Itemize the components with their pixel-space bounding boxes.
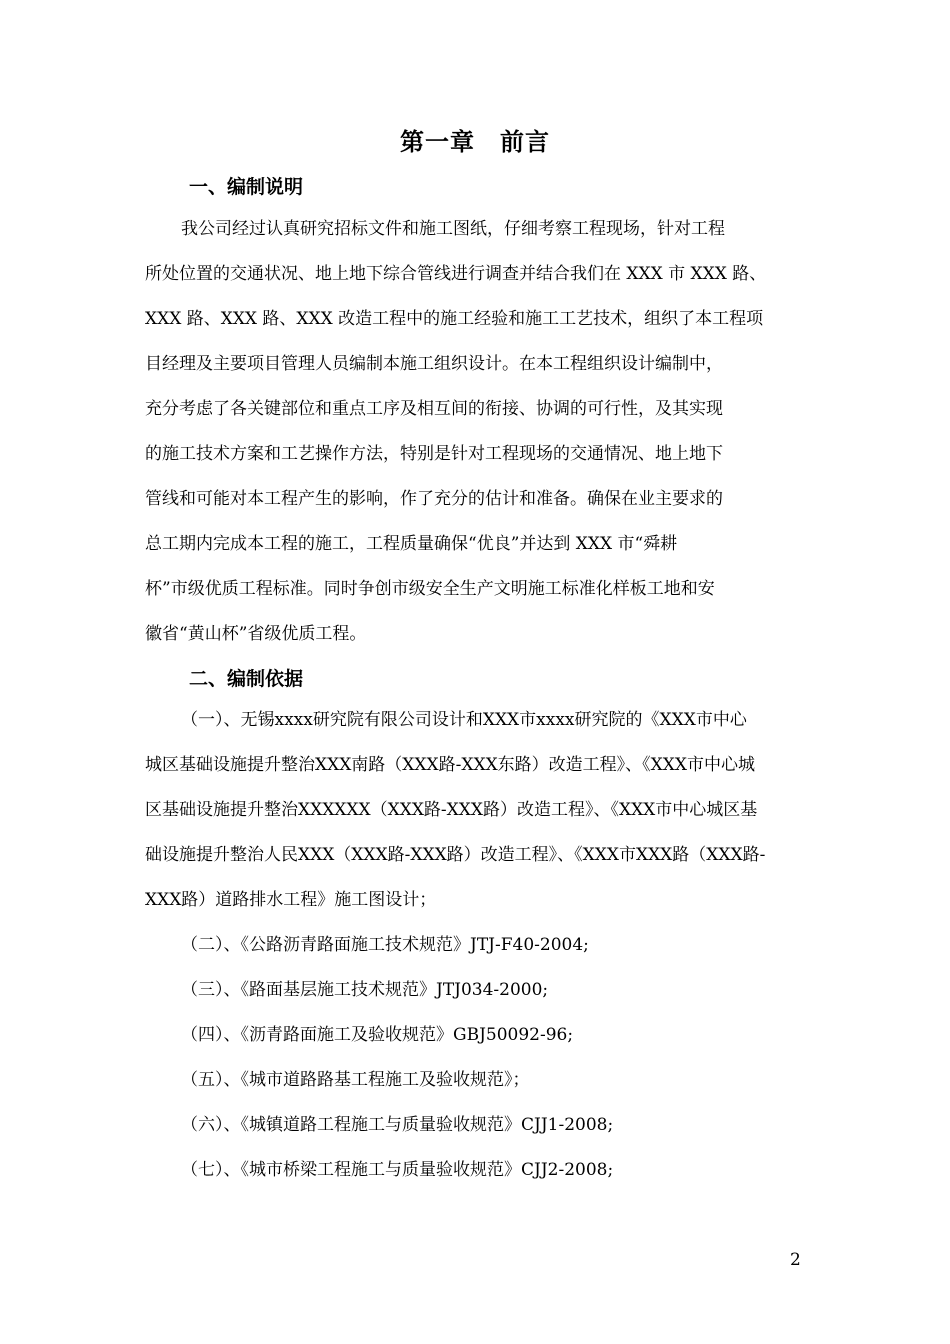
page-number: 2 [790, 1250, 801, 1270]
paragraph-line: 徽省“黄山杯”省级优质工程。 [145, 624, 367, 644]
reference-item: （五）、《城市道路路基工程施工及验收规范》； [181, 1070, 530, 1090]
paragraph-line: XXX 路、XXX 路、XXX 改造工程中的施工经验和施工工艺技术，组织了本工程项 [145, 309, 764, 329]
reference-item: （六）、《城镇道路工程施工与质量验收规范》CJJ1-2008; [181, 1115, 614, 1135]
paragraph-line: 杯”市级优质工程标准。同时争创市级安全生产文明施工标准化样板工地和安 [145, 579, 715, 599]
section-heading-compilation-basis: 二、编制依据 [189, 668, 304, 690]
paragraph-line: （一）、无锡xxxx研究院有限公司设计和XXX市xxxx研究院的《XXX市中心 [181, 710, 747, 730]
section-heading-compilation-notes: 一、编制说明 [189, 176, 304, 198]
paragraph-line: 管线和可能对本工程产生的影响，作了充分的估计和准备。确保在业主要求的 [145, 489, 723, 509]
paragraph-line: 我公司经过认真研究招标文件和施工图纸，仔细考察工程现场，针对工程 [181, 219, 725, 239]
chapter-title: 第一章 前言 [400, 128, 550, 156]
paragraph-line: 充分考虑了各关键部位和重点工序及相互间的衔接、协调的可行性，及其实现 [145, 399, 723, 419]
paragraph-line: 所处位置的交通状况、地上地下综合管线进行调查并结合我们在 XXX 市 XXX 路、 [145, 264, 767, 284]
paragraph-line: 目经理及主要项目管理人员编制本施工组织设计。在本工程组织设计编制中， [145, 354, 723, 374]
paragraph-line: 区基础设施提升整治XXXXXX（XXX路-XXX路）改造工程》、《XXX市中心城区基 [145, 800, 758, 820]
reference-item: （三）、《路面基层施工技术规范》JTJ034-2000; [181, 980, 549, 1000]
paragraph-line: XXX路）道路排水工程》施工图设计； [145, 890, 437, 910]
reference-item: （七）、《城市桥梁工程施工与质量验收规范》CJJ2-2008; [181, 1160, 614, 1180]
reference-item: （四）、《沥青路面施工及验收规范》GBJ50092-96; [181, 1025, 574, 1045]
paragraph-line: 础设施提升整治人民XXX（XXX路-XXX路）改造工程》、《XXX市XXX路（XXX路- [145, 845, 766, 865]
paragraph-line: 总工期内完成本工程的施工，工程质量确保“优良”并达到 XXX 市“舜耕 [145, 534, 678, 554]
paragraph-line: 城区基础设施提升整治XXX南路（XXX路-XXX东路）改造工程》、《XXX市中心城 [145, 755, 755, 775]
reference-item: （二）、《公路沥青路面施工技术规范》JTJ-F40-2004; [181, 935, 589, 955]
paragraph-line: 的施工技术方案和工艺操作方法，特别是针对工程现场的交通情况、地上地下 [145, 444, 723, 464]
